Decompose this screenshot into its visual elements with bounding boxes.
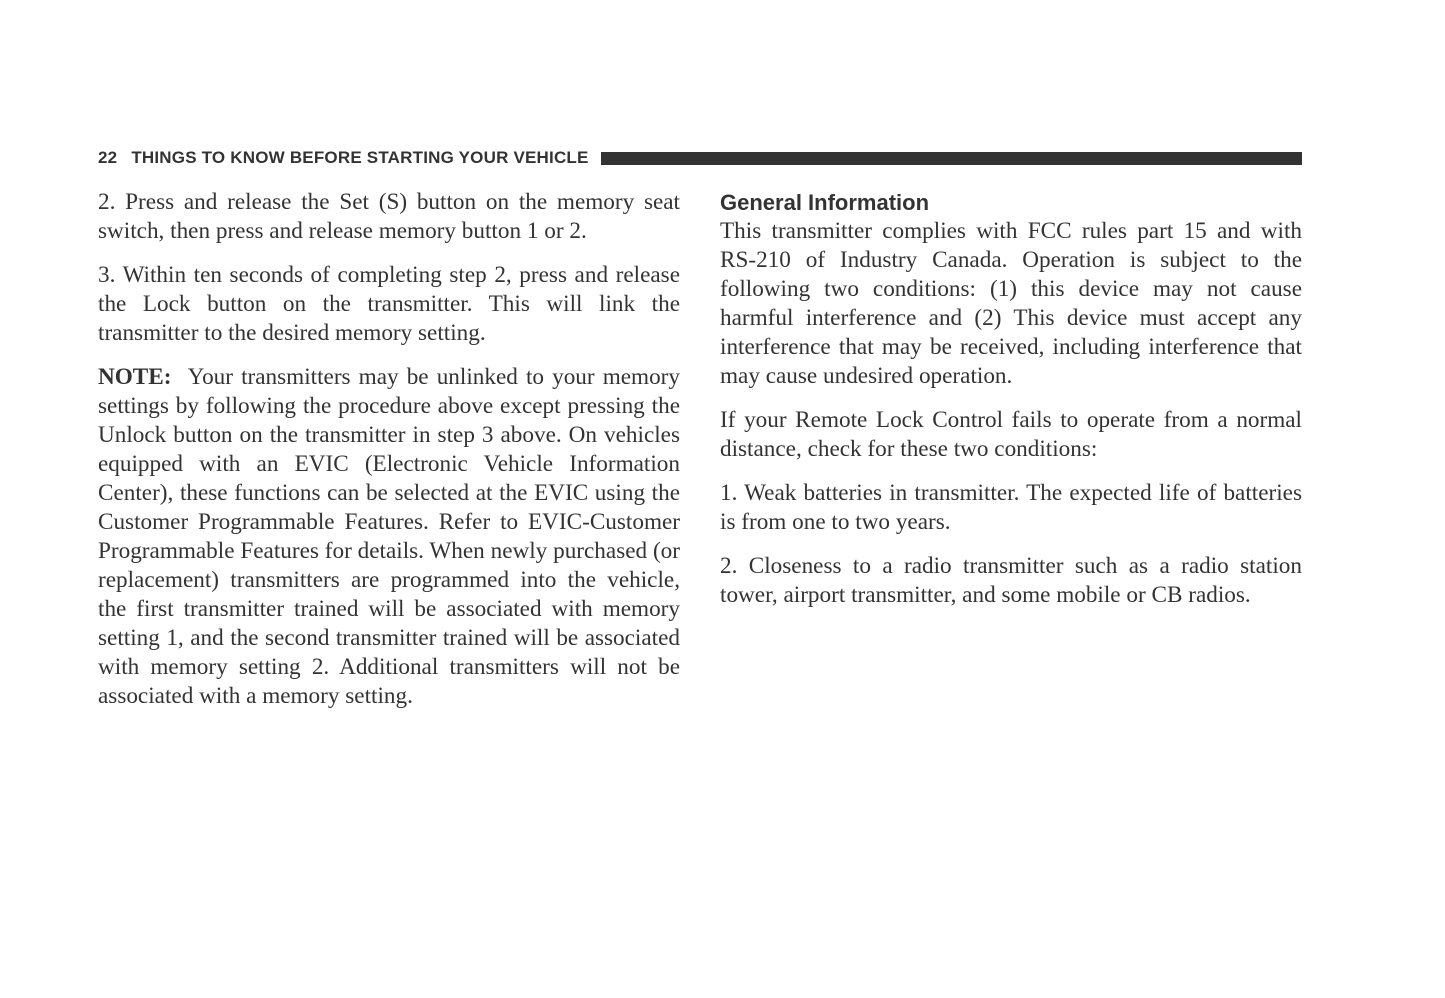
- note-text: Your transmitters may be unlinked to your memory settings by following the procedure above except pressing the Unlock button on the transmitter in step 3 above. On vehicles equipped with an EVIC (Electronic Vehicle Information Center), these functions can be selected at the EVIC using the Customer Programmable Features. Refer to EVIC-Customer Programmable Features for details. When newly purchased (or replacement) transmitters are programmed into the vehicle, the first transmitter trained will be associated with memory setting 1, and the second transmitter trained will be associated with memory setting 2. Additional transmitters will not be associated with a memory setting.: [98, 364, 680, 709]
- note-label: NOTE:: [98, 364, 172, 390]
- note-paragraph: [98, 363, 680, 711]
- left-column: [98, 188, 680, 726]
- conditions-intro-paragraph: If your Remote Lock Control fails to operate from a normal distance, check for these two conditions:: [720, 407, 1302, 462]
- step-3-paragraph: 3. Within ten seconds of completing step 2, press and release the Lock button on the transmitter. This will link the transmitter to the desired memory setting.: [98, 262, 680, 346]
- general-information-heading: General Information: [720, 190, 930, 215]
- section-title: THINGS TO KNOW BEFORE STARTING YOUR VEHICLE: [131, 148, 589, 167]
- page-header: [98, 146, 1302, 170]
- condition-2-paragraph: 2. Closeness to a radio transmitter such as a radio station tower, airport transmitter, and some mobile or CB radios.: [720, 553, 1302, 608]
- step-2-paragraph: 2. Press and release the Set (S) button on the memory seat switch, then press and release memory button 1 or 2.: [98, 189, 680, 244]
- right-column: [720, 188, 1302, 625]
- page-number: 22: [98, 148, 118, 167]
- fcc-paragraph: This transmitter complies with FCC rules part 15 and with RS-210 of Industry Canada. Operation is subject to the following two conditions: (1) this device may not cause harmful interference and (2) This device must accept any interference that may be received, including interference that may cause undesired operation.: [720, 218, 1302, 389]
- header-rule: [601, 152, 1302, 165]
- condition-1-paragraph: 1. Weak batteries in transmitter. The expected life of batteries is from one to two years.: [720, 480, 1302, 535]
